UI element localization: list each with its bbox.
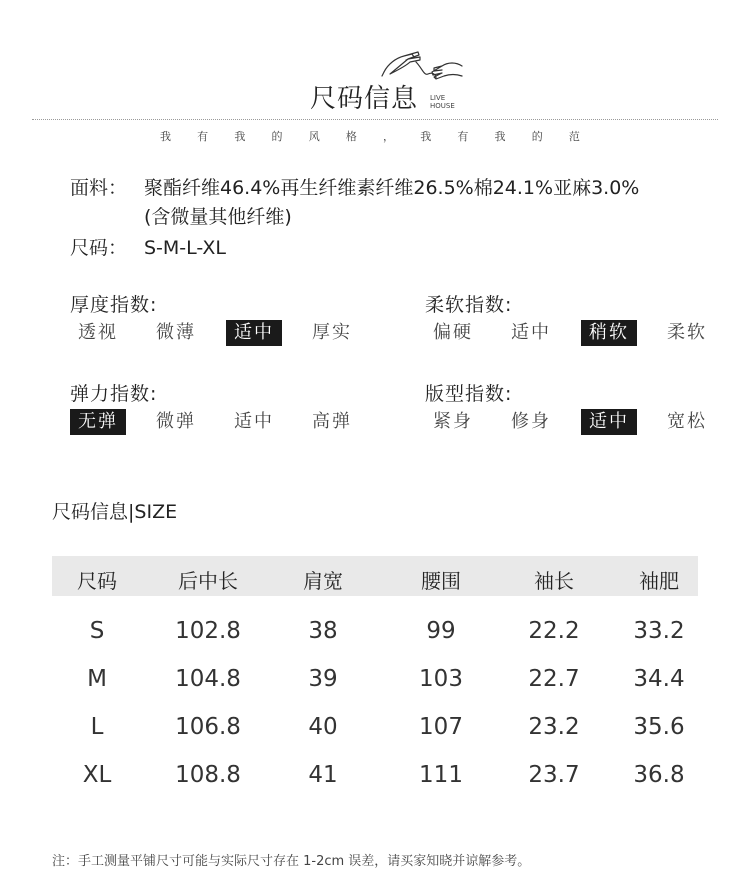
- elasticity-option: 适中: [234, 411, 274, 432]
- thickness-index-options: [70, 320, 360, 346]
- table-cell: 99: [426, 618, 456, 644]
- fit-option: 修身: [511, 411, 551, 432]
- size-label: 尺码：: [70, 237, 128, 259]
- elasticity-index-title: 弹力指数:: [70, 383, 158, 405]
- fit-option: 宽松: [667, 411, 707, 432]
- table-cell: 36.8: [633, 762, 685, 788]
- thickness-option: 厚实: [312, 322, 352, 343]
- softness-option: 柔软: [667, 322, 707, 343]
- brand-logo-text: LIVE HOUSE: [430, 94, 455, 110]
- softness-option-selected: 稍软: [581, 320, 637, 346]
- column-header: 后中长: [178, 569, 238, 593]
- size-row: [70, 233, 226, 260]
- measurement-note: 注：手工测量平铺尺寸可能与实际尺寸存在 1-2cm 误差，请买家知晓并谅解参考。: [52, 854, 531, 869]
- elasticity-option-selected: 无弹: [70, 409, 126, 435]
- size-table-heading: 尺码信息|SIZE: [52, 501, 178, 523]
- table-cell: 38: [308, 618, 338, 644]
- column-header: 袖肥: [639, 569, 679, 593]
- table-cell: 107: [419, 714, 463, 740]
- table-cell: 106.8: [175, 714, 241, 740]
- table-cell: 23.7: [528, 762, 580, 788]
- slogan: 我 有 我 的 风 格 ， 我 有 我 的 范: [160, 130, 580, 143]
- elasticity-index-options: [70, 409, 360, 435]
- table-cell: 22.2: [528, 618, 580, 644]
- column-header: 腰围: [421, 569, 461, 593]
- table-row: [52, 618, 698, 650]
- table-cell: 23.2: [528, 714, 580, 740]
- table-cell: 34.4: [633, 666, 685, 692]
- column-header: 尺码: [77, 569, 117, 593]
- table-cell: 22.7: [528, 666, 580, 692]
- softness-option: 适中: [511, 322, 551, 343]
- size-value: S-M-L-XL: [144, 237, 226, 259]
- softness-index-options: [425, 320, 715, 346]
- softness-index-title: 柔软指数:: [425, 294, 513, 316]
- fit-index-options: [425, 409, 715, 435]
- table-cell: S: [89, 618, 105, 644]
- column-header: 肩宽: [303, 569, 343, 593]
- elasticity-option: 微弹: [156, 411, 196, 432]
- material-note: (含微量其他纤维): [144, 206, 292, 228]
- table-cell: 111: [419, 762, 463, 788]
- material-label: 面料：: [70, 177, 128, 199]
- table-cell: 35.6: [633, 714, 685, 740]
- table-cell: 40: [308, 714, 338, 740]
- material-row: [70, 173, 639, 200]
- table-cell: 41: [308, 762, 338, 788]
- dotted-divider: [32, 119, 718, 120]
- table-cell: 103: [419, 666, 463, 692]
- table-cell: 33.2: [633, 618, 685, 644]
- thickness-index-title: 厚度指数:: [70, 294, 158, 316]
- thickness-option-selected: 适中: [226, 320, 282, 346]
- table-cell: XL: [82, 762, 112, 788]
- table-cell: M: [87, 666, 107, 692]
- thickness-option: 微薄: [156, 322, 196, 343]
- table-cell: 39: [308, 666, 338, 692]
- size-table-header: [52, 556, 698, 596]
- table-cell: 108.8: [175, 762, 241, 788]
- material-value: 聚酯纤维46.4%再生纤维素纤维26.5%棉24.1%亚麻3.0%: [144, 177, 640, 199]
- elasticity-option: 高弹: [312, 411, 352, 432]
- table-cell: 102.8: [175, 618, 241, 644]
- fit-option: 紧身: [433, 411, 473, 432]
- table-row: [52, 714, 698, 746]
- fit-option-selected: 适中: [581, 409, 637, 435]
- thickness-option: 透视: [78, 322, 118, 343]
- table-row: [52, 762, 698, 794]
- column-header: 袖长: [534, 569, 574, 593]
- softness-option: 偏硬: [433, 322, 473, 343]
- table-cell: L: [90, 714, 104, 740]
- page-title: 尺码信息: [310, 84, 419, 114]
- table-cell: 104.8: [175, 666, 241, 692]
- fit-index-title: 版型指数:: [425, 383, 513, 405]
- table-row: [52, 666, 698, 698]
